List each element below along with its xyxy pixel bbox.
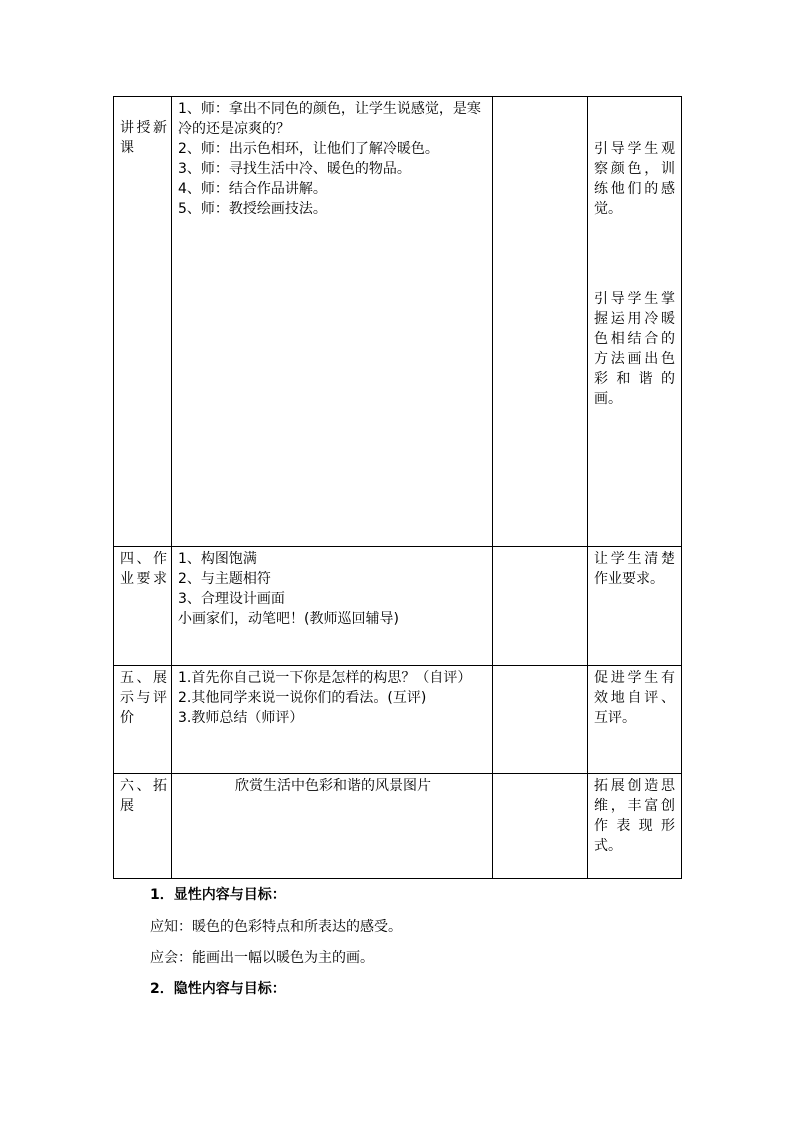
content-line: 小画家们，动笔吧！(教师巡回辅导) [178, 611, 399, 627]
stage-label: 四、作业要求 [120, 551, 167, 587]
intent-cell [588, 547, 682, 666]
section-heading: 2．隐性内容与目标： [150, 981, 286, 997]
content-cell [172, 666, 493, 774]
blank-cell [493, 666, 588, 774]
stage-cell [114, 97, 172, 547]
content-line: 3.教师总结（师评） [178, 710, 304, 726]
content-line: 3、师：寻找生活中冷、暖色的物品。 [178, 161, 411, 177]
content-line: 2、与主题相符 [178, 571, 271, 587]
content-line: 4、师：结合作品讲解。 [178, 181, 327, 197]
blank-cell [493, 97, 588, 547]
content-line: 5、师：教授绘画技法。 [178, 201, 327, 217]
stage-cell [114, 774, 172, 879]
body-text: 应会：能画出一幅以暖色为主的画。 [150, 950, 374, 966]
stage-label: 讲授新课 [120, 120, 167, 156]
intent-cell [588, 666, 682, 774]
table-row [114, 97, 682, 547]
blank-cell [493, 547, 588, 666]
intent-text: 促进学生有效地自评、互评。 [594, 670, 675, 726]
blank-cell [493, 774, 588, 879]
intent-text: 引导学生掌握运用冷暖色相结合的方法画出色彩和谐的画。 [594, 291, 675, 407]
body-text: 应知：暖色的色彩特点和所表达的感受。 [150, 919, 402, 935]
stage-label: 五、展示与评价 [120, 670, 167, 726]
intent-text: 拓展创造思维，丰富创作表现形式。 [594, 778, 675, 854]
content-line: 2、师：出示色相环，让他们了解冷暖色。 [178, 141, 439, 157]
content-cell [172, 547, 493, 666]
intent-text: 让学生清楚作业要求。 [594, 551, 675, 587]
content-cell [172, 774, 493, 879]
content-line: 1、师：拿出不同色的颜色，让学生说感觉，是寒冷的还是凉爽的？ [178, 101, 481, 137]
content-cell [172, 97, 493, 547]
intent-text: 引导学生观察颜色，训练他们的感觉。 [594, 141, 675, 217]
content-line: 欣赏生活中色彩和谐的风景图片 [235, 778, 431, 794]
content-line: 1.首先你自己说一下你是怎样的构思？（自评） [178, 670, 472, 686]
stage-label: 六、拓展 [120, 778, 167, 814]
intent-cell [588, 97, 682, 547]
content-line: 2.其他同学来说一说你们的看法。(互评) [178, 690, 427, 706]
content-line: 3、合理设计画面 [178, 591, 285, 607]
intent-cell [588, 774, 682, 879]
table-row [114, 774, 682, 879]
lesson-plan-table [113, 96, 682, 879]
stage-cell [114, 666, 172, 774]
table-row [114, 547, 682, 666]
table-row [114, 666, 682, 774]
section-heading: 1．显性内容与目标： [150, 887, 286, 903]
content-line: 1、构图饱满 [178, 551, 257, 567]
stage-cell [114, 547, 172, 666]
